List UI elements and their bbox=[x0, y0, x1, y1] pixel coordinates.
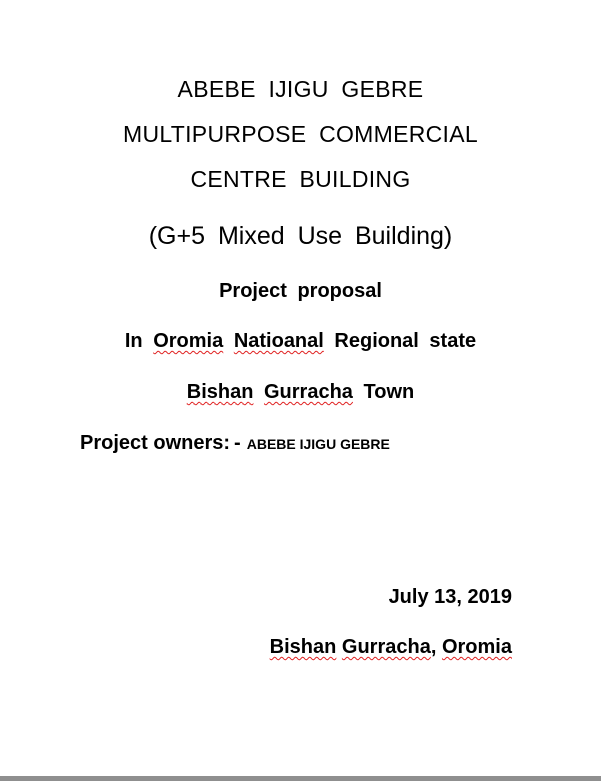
page-bottom-edge bbox=[0, 776, 601, 781]
title-line-1: ABEBE IJIGU GEBRE bbox=[177, 76, 424, 102]
document-type: Project proposal bbox=[219, 280, 382, 302]
town-word-gurracha: Gurracha bbox=[264, 381, 353, 403]
title-line-3: CENTRE BUILDING bbox=[190, 166, 411, 192]
place-word-oromia: Oromia bbox=[441, 636, 512, 658]
project-owners-name: ABEBE IJIGU GEBRE bbox=[246, 436, 390, 452]
place-comma: , bbox=[430, 636, 437, 658]
project-owners-line bbox=[80, 432, 390, 455]
subtitle: (G+5 Mixed Use Building) bbox=[148, 222, 453, 250]
project-owners-label: Project owners: bbox=[80, 432, 231, 454]
region-prefix: In bbox=[124, 330, 143, 352]
town-line bbox=[0, 381, 601, 404]
title-line-2: MULTIPURPOSE COMMERCIAL bbox=[123, 121, 478, 147]
place-word-gurracha: Gurracha bbox=[341, 636, 431, 658]
place-word-bishan: Bishan bbox=[269, 636, 337, 658]
town-word-bishan: Bishan bbox=[186, 381, 254, 403]
region-line bbox=[0, 330, 601, 353]
town-suffix: Town bbox=[363, 381, 415, 403]
region-suffix: Regional state bbox=[334, 330, 477, 352]
region-word-oromia: Oromia bbox=[153, 330, 224, 352]
document-date: July 13, 2019 bbox=[388, 586, 512, 608]
region-word-natioanal: Natioanal bbox=[233, 330, 324, 352]
document-place bbox=[270, 636, 512, 659]
project-owners-separator: - bbox=[234, 432, 241, 454]
